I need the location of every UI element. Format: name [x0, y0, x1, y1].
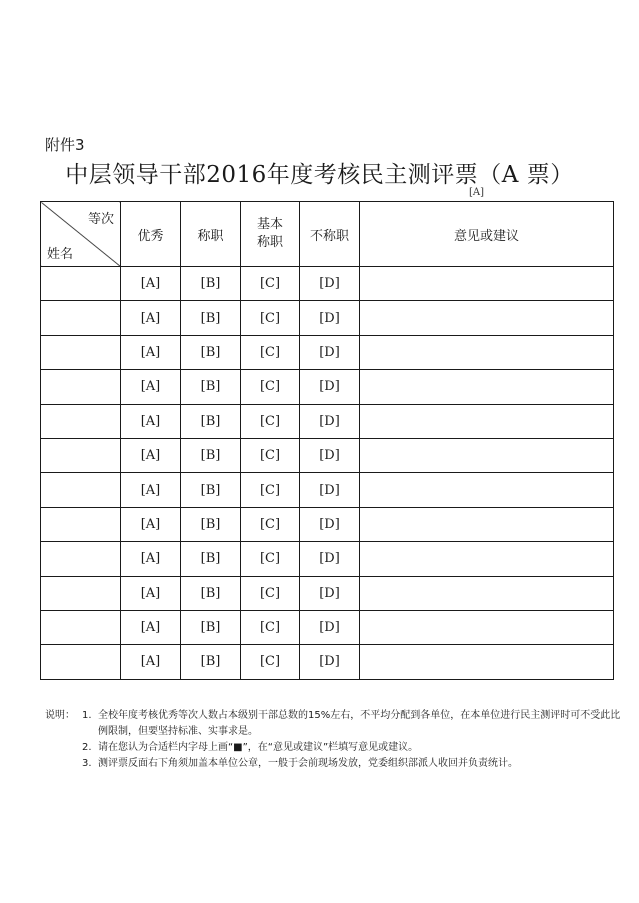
- table-row: [41, 370, 614, 404]
- option-competent[interactable]: [B]: [181, 542, 241, 576]
- table-header-row: [41, 202, 614, 267]
- note-item: [45, 740, 625, 756]
- comments-cell[interactable]: [360, 370, 614, 404]
- option-competent[interactable]: [B]: [181, 507, 241, 541]
- option-competent[interactable]: [B]: [181, 610, 241, 644]
- option-basically-competent[interactable]: [C]: [241, 542, 300, 576]
- option-incompetent[interactable]: [D]: [300, 507, 360, 541]
- note-item: [45, 756, 625, 772]
- note-number: 2.: [82, 742, 92, 753]
- notes-lead: 说明：: [45, 710, 75, 721]
- option-competent[interactable]: [B]: [181, 267, 241, 301]
- comments-cell[interactable]: [360, 507, 614, 541]
- note-number: 1.: [82, 710, 92, 721]
- option-incompetent[interactable]: [D]: [300, 645, 360, 679]
- option-excellent[interactable]: [A]: [121, 576, 181, 610]
- name-cell[interactable]: [41, 507, 121, 541]
- grade-header-label: 等次: [87, 212, 114, 227]
- option-basically-competent[interactable]: [C]: [241, 335, 300, 369]
- option-incompetent[interactable]: [D]: [300, 335, 360, 369]
- table-row: [41, 301, 614, 335]
- option-incompetent[interactable]: [D]: [300, 438, 360, 472]
- option-basically-competent[interactable]: [C]: [241, 438, 300, 472]
- comments-cell[interactable]: [360, 301, 614, 335]
- note-text: 请在您认为合适栏内字母上画“■”，在“意见或建议”栏填写意见或建议。: [98, 742, 419, 753]
- option-excellent[interactable]: [A]: [121, 610, 181, 644]
- note-text: 全校年度考核优秀等次人数占本级别干部总数的15%左右，不平均分配到各单位，在本单位进行民主测评时可不受此比例限制，但要坚持标准、实事求是。: [98, 710, 621, 737]
- evaluation-table: [40, 201, 614, 680]
- option-basically-competent[interactable]: [C]: [241, 267, 300, 301]
- option-excellent[interactable]: [A]: [121, 507, 181, 541]
- table-row: [41, 507, 614, 541]
- option-competent[interactable]: [B]: [181, 404, 241, 438]
- page-title: 中层领导干部2016年度考核民主测评票（A 票）: [65, 162, 574, 188]
- header-excellent: 优秀: [121, 202, 181, 267]
- comments-cell[interactable]: [360, 267, 614, 301]
- comments-cell[interactable]: [360, 404, 614, 438]
- option-competent[interactable]: [B]: [181, 301, 241, 335]
- name-cell[interactable]: [41, 576, 121, 610]
- table-body: [41, 267, 614, 680]
- option-competent[interactable]: [B]: [181, 576, 241, 610]
- option-excellent[interactable]: [A]: [121, 370, 181, 404]
- table-row: [41, 335, 614, 369]
- option-excellent[interactable]: [A]: [121, 335, 181, 369]
- name-cell[interactable]: [41, 404, 121, 438]
- option-basically-competent[interactable]: [C]: [241, 645, 300, 679]
- option-competent[interactable]: [B]: [181, 473, 241, 507]
- name-cell[interactable]: [41, 301, 121, 335]
- option-basically-competent[interactable]: [C]: [241, 404, 300, 438]
- option-basically-competent[interactable]: [C]: [241, 610, 300, 644]
- option-excellent[interactable]: [A]: [121, 404, 181, 438]
- name-cell[interactable]: [41, 610, 121, 644]
- header-basic-line1: 基本: [256, 217, 283, 232]
- name-cell[interactable]: [41, 370, 121, 404]
- option-competent[interactable]: [B]: [181, 645, 241, 679]
- option-excellent[interactable]: [A]: [121, 267, 181, 301]
- note-item: [45, 708, 625, 740]
- option-incompetent[interactable]: [D]: [300, 301, 360, 335]
- option-excellent[interactable]: [A]: [121, 473, 181, 507]
- name-cell[interactable]: [41, 267, 121, 301]
- name-cell[interactable]: [41, 438, 121, 472]
- note-text: 测评票反面右下角须加盖本单位公章，一般于会前现场发放，党委组织部派人收回并负责统计。: [98, 758, 518, 769]
- table-row: [41, 645, 614, 679]
- header-basically-competent: [241, 202, 300, 267]
- comments-cell[interactable]: [360, 438, 614, 472]
- option-basically-competent[interactable]: [C]: [241, 301, 300, 335]
- option-basically-competent[interactable]: [C]: [241, 370, 300, 404]
- notes-section: [45, 708, 625, 772]
- option-basically-competent[interactable]: [C]: [241, 576, 300, 610]
- option-incompetent[interactable]: [D]: [300, 576, 360, 610]
- header-incompetent: 不称职: [300, 202, 360, 267]
- option-competent[interactable]: [B]: [181, 370, 241, 404]
- name-header-label: 姓名: [47, 247, 74, 262]
- table-row: [41, 404, 614, 438]
- option-incompetent[interactable]: [D]: [300, 473, 360, 507]
- comments-cell[interactable]: [360, 610, 614, 644]
- comments-cell[interactable]: [360, 542, 614, 576]
- table-row: [41, 576, 614, 610]
- name-cell[interactable]: [41, 542, 121, 576]
- table-row: [41, 267, 614, 301]
- option-competent[interactable]: [B]: [181, 335, 241, 369]
- table-row: [41, 542, 614, 576]
- table-row: [41, 610, 614, 644]
- option-competent[interactable]: [B]: [181, 438, 241, 472]
- table-row: [41, 438, 614, 472]
- option-incompetent[interactable]: [D]: [300, 370, 360, 404]
- name-cell[interactable]: [41, 645, 121, 679]
- comments-cell[interactable]: [360, 335, 614, 369]
- header-competent: 称职: [181, 202, 241, 267]
- comments-cell[interactable]: [360, 645, 614, 679]
- ballot-type-stamp: [A]: [469, 187, 485, 198]
- header-diagonal-cell: [41, 202, 121, 267]
- name-cell[interactable]: [41, 335, 121, 369]
- comments-cell[interactable]: [360, 576, 614, 610]
- note-number: 3.: [82, 758, 92, 769]
- header-basic-line2: 称职: [256, 235, 283, 250]
- option-incompetent[interactable]: [D]: [300, 267, 360, 301]
- option-basically-competent[interactable]: [C]: [241, 473, 300, 507]
- comments-cell[interactable]: [360, 473, 614, 507]
- option-incompetent[interactable]: [D]: [300, 610, 360, 644]
- option-excellent[interactable]: [A]: [121, 542, 181, 576]
- option-incompetent[interactable]: [D]: [300, 404, 360, 438]
- option-incompetent[interactable]: [D]: [300, 542, 360, 576]
- option-excellent[interactable]: [A]: [121, 301, 181, 335]
- attachment-label: 附件3: [45, 136, 85, 154]
- option-basically-competent[interactable]: [C]: [241, 507, 300, 541]
- option-excellent[interactable]: [A]: [121, 438, 181, 472]
- header-comments: 意见或建议: [360, 202, 614, 267]
- option-excellent[interactable]: [A]: [121, 645, 181, 679]
- table-row: [41, 473, 614, 507]
- name-cell[interactable]: [41, 473, 121, 507]
